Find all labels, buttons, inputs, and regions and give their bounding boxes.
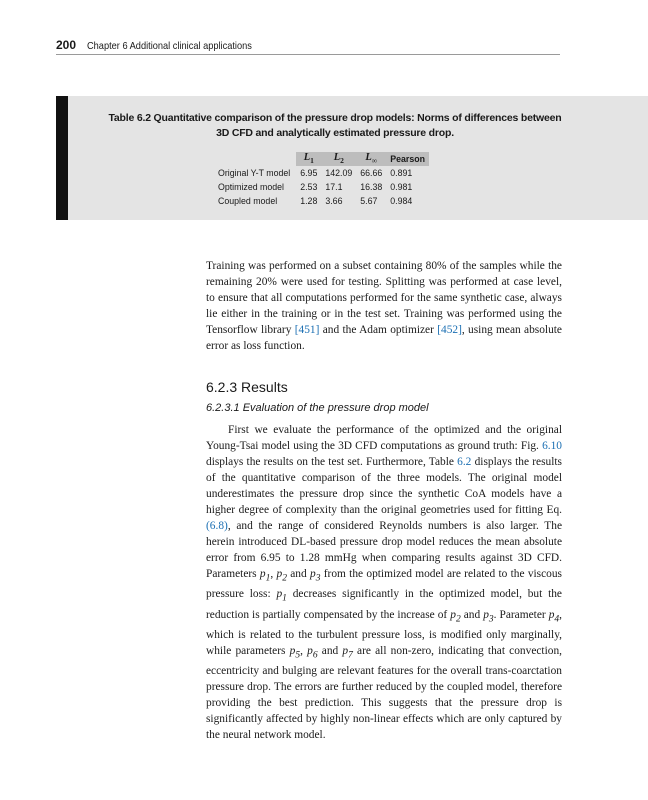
row-label: Original Y-T model (218, 168, 291, 178)
math-p5: $p_5$ (289, 644, 301, 661)
equation-link[interactable]: (6.8) (206, 520, 228, 532)
math-p7: $p_7$ (342, 644, 353, 661)
cell-l1: 2.53 (300, 182, 318, 192)
row-label: Coupled model (218, 196, 278, 206)
page-header (56, 36, 560, 55)
math-p6: $p_6$ (307, 644, 318, 661)
table-header-row (216, 152, 429, 166)
cell-l1: 1.28 (300, 196, 318, 206)
col-header-l1: $L_1$ (296, 152, 321, 166)
cell-linf: 5.67 (360, 196, 378, 206)
cell-linf: 16.38 (360, 182, 383, 192)
section-heading: 6.2.3 Results (206, 379, 288, 395)
comparison-table (216, 152, 429, 208)
table-caption-line-2: 3D CFD and analytically estimated pressure drop. (216, 127, 454, 139)
table-caption-line-1: Table 6.2 Quantitative comparison of the pressure drop models: Norms of differences between (108, 112, 562, 124)
citation-link-452[interactable]: [452] (437, 324, 462, 336)
chapter-title: Chapter 6 Additional clinical applications (86, 40, 252, 52)
cell-l2: 142.09 (325, 168, 353, 178)
math-p1: $p_1$ (276, 588, 287, 604)
math-p2: $p_2$ (276, 568, 287, 584)
row-label: Optimized model (218, 182, 285, 192)
cell-l1: 6.95 (300, 168, 318, 178)
math-p2: $p_2$ (450, 608, 461, 624)
cell-pearson: 0.981 (390, 182, 413, 192)
math-p3: $p_3$ (483, 608, 494, 624)
table-link[interactable]: 6.2 (457, 456, 472, 468)
table-caption (100, 111, 570, 141)
cell-pearson: 0.984 (390, 196, 413, 206)
page-number: 200 (56, 38, 77, 52)
paragraph-results: First we evaluate the performance of the optimized and the original Young-Tsai model using the 3D CFD computations as ground truth: Fig. 6.10 displays the results on the test set. Furthermore, Table 6.2 displays the results of the quantitative comparison of the three models. The original model underestimates the pressure drop since the synthetic CoA models have a higher degree of complexity than the original geometries used for fitting Eq. (6.8), and the range of considered Reynolds numbers is also larger. The herein introduced DL-based pressure drop model reduces the mean absolute error from 6.95 to 1.28 mmHg when comparing results against 3D CFD. Parameters $p_1$, $p_2$ and $p_3$ from the optimized model are related to the viscous pressure loss: $p_1$ decreases significantly in the optimized model, but the reduction is partially compensated by the increase of $p_2$ and $p_3$. Parameter $p_4$, which is related to the turbulent pressure loss, is modified only marginally, while parameters $p_5$, $p_6$ and $p_7$ are all non-zero, indicating that convection, eccentricity and bulging are relevant features for the overall trans-coarctation pressure drop. The errors are further reduced by the coupled model, therefore providing the best prediction. This suggests that the pressure drop is significantly affected by highly non-linear effects which are only captured by the neural network model. (206, 424, 562, 742)
cell-l2: 3.66 (325, 196, 343, 206)
math-p3: $p_3$ (309, 568, 321, 584)
col-header-l2: $L_2$ (321, 152, 356, 166)
cell-l2: 17.1 (325, 182, 343, 192)
math-p4: $p_4$ (548, 608, 560, 624)
table-row (216, 180, 429, 194)
col-header-pearson: Pearson (386, 152, 429, 166)
cell-pearson: 0.891 (390, 168, 413, 178)
col-header-linf: $L_\infty$ (356, 152, 386, 166)
table-side-bar (56, 96, 68, 220)
table-box (56, 96, 648, 220)
paragraph-training: Training was performed on a subset containing 80% of the samples while the remaining 20% were used for testing. Splitting was performed at case level, to ensure that all computations performed for the same synthetic case, always lie either in the training or in the test set. Training was performed using the Tensorflow library [451] and the Adam optimizer [452], using mean absolute error as loss function. (206, 260, 562, 352)
table-row (216, 194, 429, 208)
subsection-heading: 6.2.3.1 Evaluation of the pressure drop model (206, 402, 429, 414)
cell-linf: 66.66 (360, 168, 383, 178)
table-header-empty (216, 152, 296, 166)
math-p1: $p_1$ (259, 568, 271, 584)
table-row (216, 166, 429, 180)
figure-link[interactable]: 6.10 (542, 440, 562, 452)
citation-link-451[interactable]: [451] (294, 324, 320, 336)
